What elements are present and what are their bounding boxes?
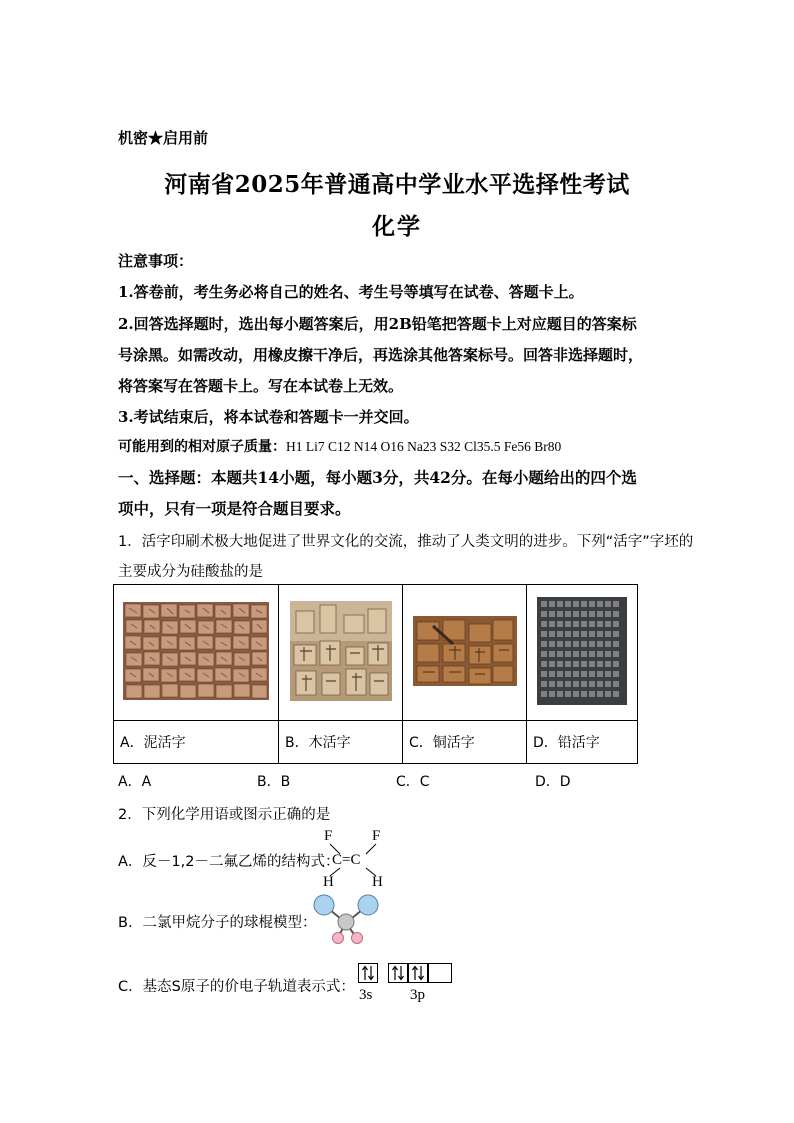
section-one-line2: 项中，只有一项是符合题目要求。: [118, 499, 351, 518]
q1-choice-c: C．C: [396, 774, 430, 790]
spin-pair-arrows-icon: [409, 964, 427, 982]
q1-choice-a: A．A: [118, 774, 152, 790]
hydrogen-atom-ball: [333, 933, 344, 944]
orbital-3p-box-2: [408, 963, 428, 983]
orbital-3p-box-3: [428, 963, 452, 983]
option-label-clay: A．泥活字: [114, 721, 279, 764]
orbital-3s-box: [358, 963, 378, 983]
q2-option-b: B．二氯甲烷分子的球棍模型：: [118, 915, 317, 931]
wood-type-image: [290, 601, 392, 701]
dichloromethane-ball-stick-model: [310, 893, 382, 947]
exam-title: 河南省2025年普通高中学业水平选择性考试: [164, 171, 630, 198]
q1-stem-line2: 主要成分为硅酸盐的是: [118, 564, 263, 580]
lead-type-image-cell: [527, 585, 638, 721]
option-label-copper: C．铜活字: [403, 721, 527, 764]
note-3: 3.考试结束后，将本试卷和答题卡一并交回。: [118, 408, 419, 426]
copper-type-image: [413, 616, 517, 686]
confidential-mark: 机密★启用前: [118, 129, 209, 147]
lead-type-image: [537, 597, 627, 705]
note-2-cont: 号涂黑。如需改动，用橡皮擦干净后，再选涂其他答案标号。回答非选择题时，: [118, 346, 644, 364]
notes-heading: 注意事项：: [118, 252, 194, 270]
q2-option-c: C．基态S原子的价电子轨道表示式：: [118, 979, 355, 995]
structure-double-bond: C=C: [332, 852, 361, 868]
chlorine-atom-ball: [314, 895, 334, 915]
subject-title: 化学: [372, 213, 422, 240]
orbital-label-3s: 3s: [359, 987, 373, 1003]
copper-type-image-cell: [403, 585, 527, 721]
q2-stem: 2．下列化学用语或图示正确的是: [118, 807, 331, 823]
atomic-masses: [118, 436, 561, 456]
orbital-3p-box-1: [388, 963, 408, 983]
note-2: 2.回答选择题时，选出每小题答案后，用2B铅笔把答题卡上对应题目的答案标: [118, 315, 637, 333]
option-label-wood: B．木活字: [279, 721, 403, 764]
wood-type-image-cell: [279, 585, 403, 721]
q1-options-table: [113, 584, 638, 764]
section-one-line1: 一、选择题：本题共14小题，每小题3分，共42分。在每小题给出的四个选: [118, 468, 637, 487]
note-2-end: 将答案写在答题卡上。写在本试卷上无效。: [118, 377, 404, 395]
difluoroethylene-structure: [318, 826, 390, 888]
carbon-atom-ball: [338, 914, 354, 930]
spin-pair-arrows-icon: [389, 964, 407, 982]
structure-bottom-right: H: [372, 874, 383, 888]
q1-choice-d: D．D: [535, 774, 571, 790]
option-label-lead: D．铅活字: [527, 721, 638, 764]
atomic-masses-values: H1 Li7 C12 N14 O16 Na23 S32 Cl35.5 Fe56 Br80: [286, 439, 562, 454]
structure-top-right: F: [372, 828, 381, 844]
structure-top-left: F: [324, 828, 333, 844]
q2-option-a: A．反－1,2－二氟乙烯的结构式：: [118, 854, 340, 870]
q1-stem-line1: 1．活字印刷术极大地促进了世界文化的交流，推动了人类文明的进步。下列“活字”字坯的: [118, 534, 694, 550]
chlorine-atom-ball: [358, 895, 378, 915]
spin-pair-arrows-icon: [359, 964, 377, 982]
atomic-masses-label: 可能用到的相对原子质量：: [118, 439, 286, 455]
clay-type-image-cell: [114, 585, 279, 721]
q1-choice-b: B．B: [257, 774, 291, 790]
note-1: 1.答卷前，考生务必将自己的姓名、考生号等填写在试卷、答题卡上。: [118, 283, 584, 301]
hydrogen-atom-ball: [352, 933, 363, 944]
structure-bottom-left: H: [323, 874, 334, 888]
clay-type-image: [123, 602, 269, 700]
orbital-label-3p: 3p: [410, 987, 425, 1003]
